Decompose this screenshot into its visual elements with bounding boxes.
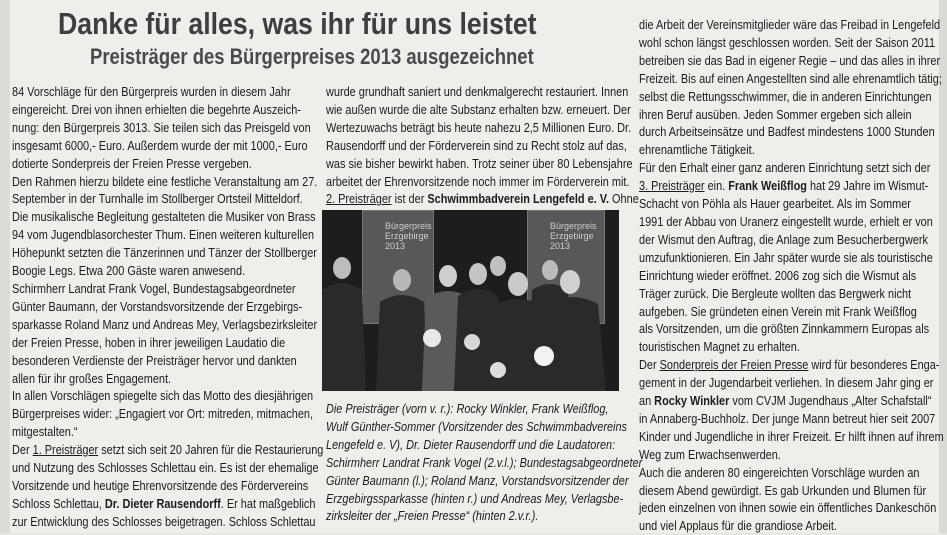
text-line: allen für ihr großes Engagement. bbox=[12, 370, 172, 386]
text-line: ihren Beruf ausüben. Jeden Sommer ergeben sich allein bbox=[639, 106, 912, 122]
text-line: der Wismut den Auftrag, die Anlage zum Besucherbergwerk bbox=[639, 231, 928, 247]
text-fragment: Der bbox=[639, 357, 660, 373]
text-fragment: ein. bbox=[704, 178, 729, 194]
text-line: Auch die anderen 80 eingereichten Vorschläge wurden an bbox=[639, 464, 920, 480]
text-line: Den Rahmen hierzu bildete eine festliche Veranstaltung am 27. bbox=[12, 173, 318, 189]
text-fragment: wird für besonderes Enga- bbox=[808, 357, 940, 373]
text-line: ehrenamtliche Tätigkeit. bbox=[639, 142, 755, 158]
text-fragment: vom CVJM Jugendhaus „Alter Schafstall“ bbox=[729, 393, 932, 409]
text-line: 1991 der Abbau von Uranerz eingestellt wurde, erhielt er von bbox=[639, 213, 933, 229]
text-line: aufgeben. Sie gründeten einen Verein mit Frank Weißflog bbox=[639, 303, 917, 319]
award-winners-photo bbox=[322, 210, 619, 391]
text-line: Träger zurück. Die Bergleute wollten das Bergwerk nicht bbox=[639, 285, 912, 301]
text-line: Einrichtung wieder eröffnet. 2006 zog sich die Wismut als bbox=[639, 267, 917, 283]
banner-text: Bürgerpreis bbox=[550, 221, 597, 231]
winner-name: Schwimmbadverein Lengefeld e. V. bbox=[427, 191, 610, 207]
text-fragment: setzt sich seit 20 Jahren für die Restaurierung bbox=[98, 442, 324, 458]
text-line: durch Arbeitseinsätze und Badfest mindestens 1000 Stunden bbox=[639, 124, 935, 140]
banner-text: Erzgebirge bbox=[550, 231, 594, 241]
text-fragment: hat 29 Jahre im Wismut- bbox=[806, 178, 929, 194]
text-line: Kinder und Jugendliche in ihrer Freizeit. Er hilft ihnen auf ihrem bbox=[639, 428, 944, 444]
text-line: besonderen Verdienste der Preisträger hervor und dankten bbox=[12, 352, 297, 368]
text-line: sparkasse Roland Manz und Andreas Mey, Verlagsbezirksleiter bbox=[12, 316, 318, 332]
text-line: Bürgerpreises wider: „Engagiert vor Ort: mitreden, mitmachen, bbox=[12, 406, 314, 422]
text-fragment: Ohne bbox=[609, 191, 639, 207]
banner-text: Bürgerpreis bbox=[385, 221, 432, 231]
text-fragment: ist der bbox=[391, 191, 428, 207]
text-line: Höhepunkt setzten die Tänzerinnen und Tänzer der Stollberger bbox=[12, 245, 317, 261]
text-line bbox=[639, 392, 944, 410]
text-line: arbeitet der Ehrenvorsitzende noch immer im Förderverein mit. bbox=[326, 173, 630, 189]
text-line: umzufunktionieren. Ein Jahr später wurde sie als touristische bbox=[639, 249, 933, 265]
headline: Danke für alles, was ihr für uns leistet bbox=[58, 6, 537, 41]
article-column-3 bbox=[639, 16, 944, 535]
text-line: Freizeit. Bis auf einen Angestellten sind alle ehrenamtlich tätig; bbox=[639, 70, 942, 86]
third-prize-label: 3. Preisträger bbox=[639, 178, 705, 194]
text-line: nung: den Bürgerpreis 3013. Sie teilen sich das Preisgeld von bbox=[12, 119, 311, 135]
caption-line: Schirmherr Landrat Frank Vogel (2.v.l.); Bundestagsabgeordneter bbox=[326, 454, 643, 470]
text-line bbox=[639, 356, 944, 374]
text-fragment: Schloss Schlettau, bbox=[12, 495, 105, 511]
caption-line: Die Preisträger (vorn v. r.): Rocky Winkler, Frank Weißflog, bbox=[326, 401, 609, 416]
banner-text: 2013 bbox=[385, 241, 406, 251]
article-column-1 bbox=[12, 83, 323, 531]
second-prize-label: 2. Preisträger bbox=[326, 191, 392, 207]
text-line: der Freien Presse, hoben in ihrer jeweiligen Laudatio die bbox=[12, 334, 286, 350]
text-line: zur Entwicklung des Schlosses beigetragen. Schloss Schlettau bbox=[12, 513, 316, 529]
first-prize-label: 1. Preisträger bbox=[32, 442, 99, 458]
text-line bbox=[12, 495, 323, 513]
text-line: wurde grundhaft saniert und denkmalgerecht restauriert. Innen bbox=[326, 84, 629, 99]
text-line: diesem Abend gewürdigt. Es gab Urkunden und Blumen für bbox=[639, 482, 927, 498]
text-line: als Vorsitzenden, um die größten Zinnkammern Europas als bbox=[639, 321, 930, 337]
text-line: in Annaberg-Buchholz. Der junge Mann betreut hier seit 2007 bbox=[639, 410, 936, 426]
caption-line: zirksleiter der „Freien Presse“ (hinten 2.v.r.). bbox=[326, 508, 539, 524]
winner-name: Frank Weißflog bbox=[728, 178, 807, 194]
text-line: mitgestalten.“ bbox=[12, 424, 78, 440]
text-line: Schirmherr Landrat Frank Vogel, Bundestagsabgeordneter bbox=[12, 280, 296, 296]
text-line: und viel Applaus für die grandiose Arbeit. bbox=[639, 518, 837, 534]
text-line: Vorsitzende und heutige Ehrenvorsitzende des Fördervereins bbox=[12, 477, 309, 493]
text-line: und Nutzung des Schlosses Schlettau ein. Es ist der ehemalige bbox=[12, 460, 319, 476]
text-line: Die musikalische Begleitung gestalteten die Musiker von Brass bbox=[12, 209, 316, 225]
text-line bbox=[639, 177, 944, 195]
text-line: touristischen Magnet zu erhalten. bbox=[639, 339, 800, 355]
text-line: betreiben sie das Bad in eigener Regie – und das alles in ihrer bbox=[639, 52, 941, 68]
caption-line: Erzgebirgssparkasse (hinten r.) und Andreas Mey, Verlagsbe- bbox=[326, 490, 624, 506]
text-line: September in der Turnhalle im Stollberger Ortsteil Mitteldorf. bbox=[12, 191, 303, 207]
text-line: die Arbeit der Vereinsmitglieder wäre das Freibad in Lengefeld bbox=[639, 17, 941, 32]
text-line: wie außen wurde die alte Substanz erhalten bzw. erneuert. Der bbox=[326, 101, 631, 117]
banner-text: Erzgebirge bbox=[385, 231, 429, 241]
text-line: eingereicht. Drei von ihnen erhielten die begehrte Auszeich- bbox=[12, 101, 301, 117]
caption-line: Günter Baumann (l.); Roland Manz, Vorstandsvorsitzender der bbox=[326, 472, 629, 488]
text-line: Boogie Legs. Etwa 200 Gäste waren anwesend. bbox=[12, 263, 246, 279]
caption-line: Lengefeld e. V), Dr. Dieter Rausendorff und die Laudatoren: bbox=[326, 436, 616, 452]
banner-text: 2013 bbox=[550, 241, 571, 251]
text-line: Weg zum Erwachsenwerden. bbox=[639, 446, 781, 462]
text-line: Für den Erhalt einer ganz anderen Einrichtung setzt sich der bbox=[639, 160, 931, 176]
text-line bbox=[12, 441, 323, 459]
caption-line: Wulf Günther-Sommer (Vorsitzender des Schwimmbadvereins bbox=[326, 418, 628, 434]
text-fragment: Der bbox=[12, 442, 33, 458]
text-fragment: an bbox=[639, 393, 655, 409]
text-line: 94 vom Jugendblasorchester Thum. Einen weiteren kulturellen bbox=[12, 227, 315, 243]
text-line: Schacht von Pöhla als Hauer gearbeitet. Als im Sommer bbox=[639, 196, 911, 212]
text-line: wohl schon längst geschlossen worden. Seit der Saison 2011 bbox=[639, 34, 936, 50]
text-line: was sie bisher bewirkt haben. Trotz seiner über 80 Lebensjahre bbox=[326, 155, 633, 171]
text-line bbox=[326, 190, 639, 208]
text-line: Rausendorff und der Förderverein sind zu Recht stolz auf das, bbox=[326, 137, 627, 153]
winner-name: Dr. Dieter Rausendorff bbox=[104, 495, 221, 511]
subheadline: Preisträger des Bürgerpreises 2013 ausgezeichnet bbox=[90, 44, 534, 69]
text-line: Wertezuwachs beträgt bis heute nahezu 2,5 Millionen Euro. Dr. bbox=[326, 119, 632, 135]
scan-edge-left bbox=[0, 0, 10, 533]
text-line: 84 Vorschläge für den Bürgerpreis wurden in diesem Jahr bbox=[12, 84, 291, 99]
text-line: In allen Vorschlägen spiegelte sich das Motto des diesjährigen bbox=[12, 388, 314, 404]
people-group-illustration bbox=[322, 210, 619, 391]
special-prize-label: Sonderpreis der Freien Presse bbox=[659, 357, 809, 373]
text-line: gement in der Jugendarbeit verliehen. In diesem Jahr ging er bbox=[639, 375, 934, 391]
text-line: selbst die Rettungsschwimmer, die in anderen Einrichtungen bbox=[639, 88, 932, 104]
text-line: dotierte Sonderpreis der Freien Presse vergeben. bbox=[12, 155, 252, 171]
article-column-2 bbox=[326, 83, 639, 208]
text-line: insgesamt 6000,- Euro. Außerdem wurde der mit 1000,- Euro bbox=[12, 137, 308, 153]
winner-name: Rocky Winkler bbox=[654, 393, 730, 409]
photo-caption bbox=[326, 400, 642, 525]
text-line: jeden einzelnen von ihnen sowie ein öffentliches Dankeschön bbox=[639, 500, 937, 516]
text-line: Günter Baumann, der Vorstandsvorsitzende der Erzgebirgs- bbox=[12, 298, 303, 314]
text-fragment: . Er hat maßgeblich bbox=[220, 495, 316, 511]
